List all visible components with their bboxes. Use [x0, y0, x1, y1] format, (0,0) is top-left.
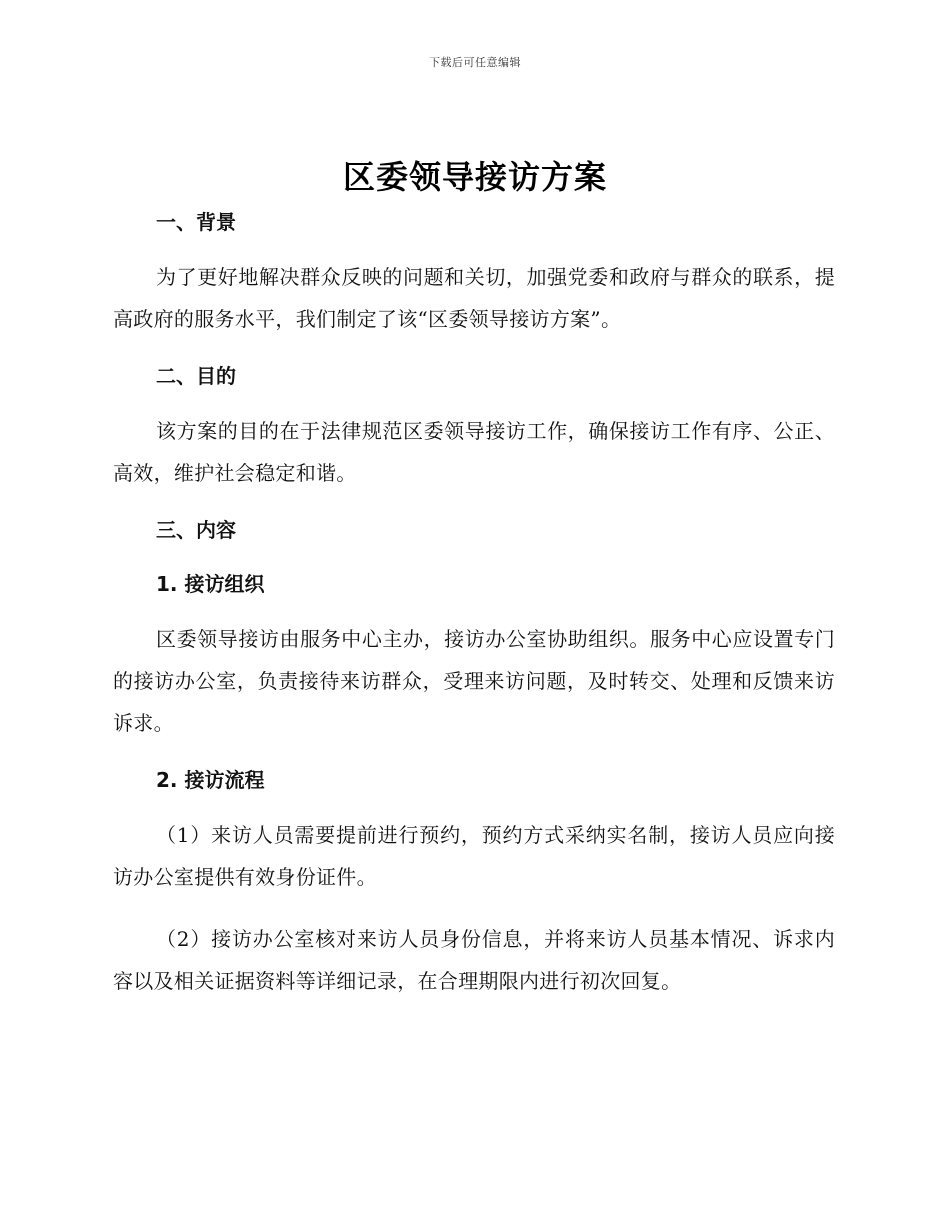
document-body: [113, 204, 835, 1002]
paragraph-organization: 区委领导接访由服务中心主办，接访办公室协助组织。服务中心应设置专门的接访办公室，负责接待来访群众，受理来访问题，及时转交、处理和反馈来访诉求。: [113, 627, 835, 735]
process-step: （2）接访办公室核对来访人员身份信息，并将来访人员基本情况、诉求内容以及相关证据资料等详细记录，在合理期限内进行初次回复。: [113, 927, 835, 993]
subsection-heading-process: 2. 接访流程: [156, 768, 265, 792]
paragraph-purpose: 该方案的目的在于法律规范区委领导接访工作，确保接访工作有序、公正、高效，维护社会稳定和谐。: [113, 419, 835, 485]
section-heading-purpose: 二、目的: [156, 364, 236, 388]
section-heading-background: 一、背景: [156, 210, 236, 234]
process-step: （1）来访人员需要提前进行预约，预约方式采纳实名制，接访人员应向接访办公室提供有效身份证件。: [113, 823, 835, 889]
subsection-heading-organization: 1. 接访组织: [156, 572, 265, 596]
section-heading-content: 三、内容: [156, 518, 236, 542]
document-title: 区委领导接访方案: [342, 158, 607, 196]
paragraph-background: 为了更好地解决群众反映的问题和关切，加强党委和政府与群众的联系，提高政府的服务水平，我们制定了该“区委领导接访方案”。: [113, 265, 835, 331]
page-header: 下载后可任意编辑: [429, 56, 521, 69]
